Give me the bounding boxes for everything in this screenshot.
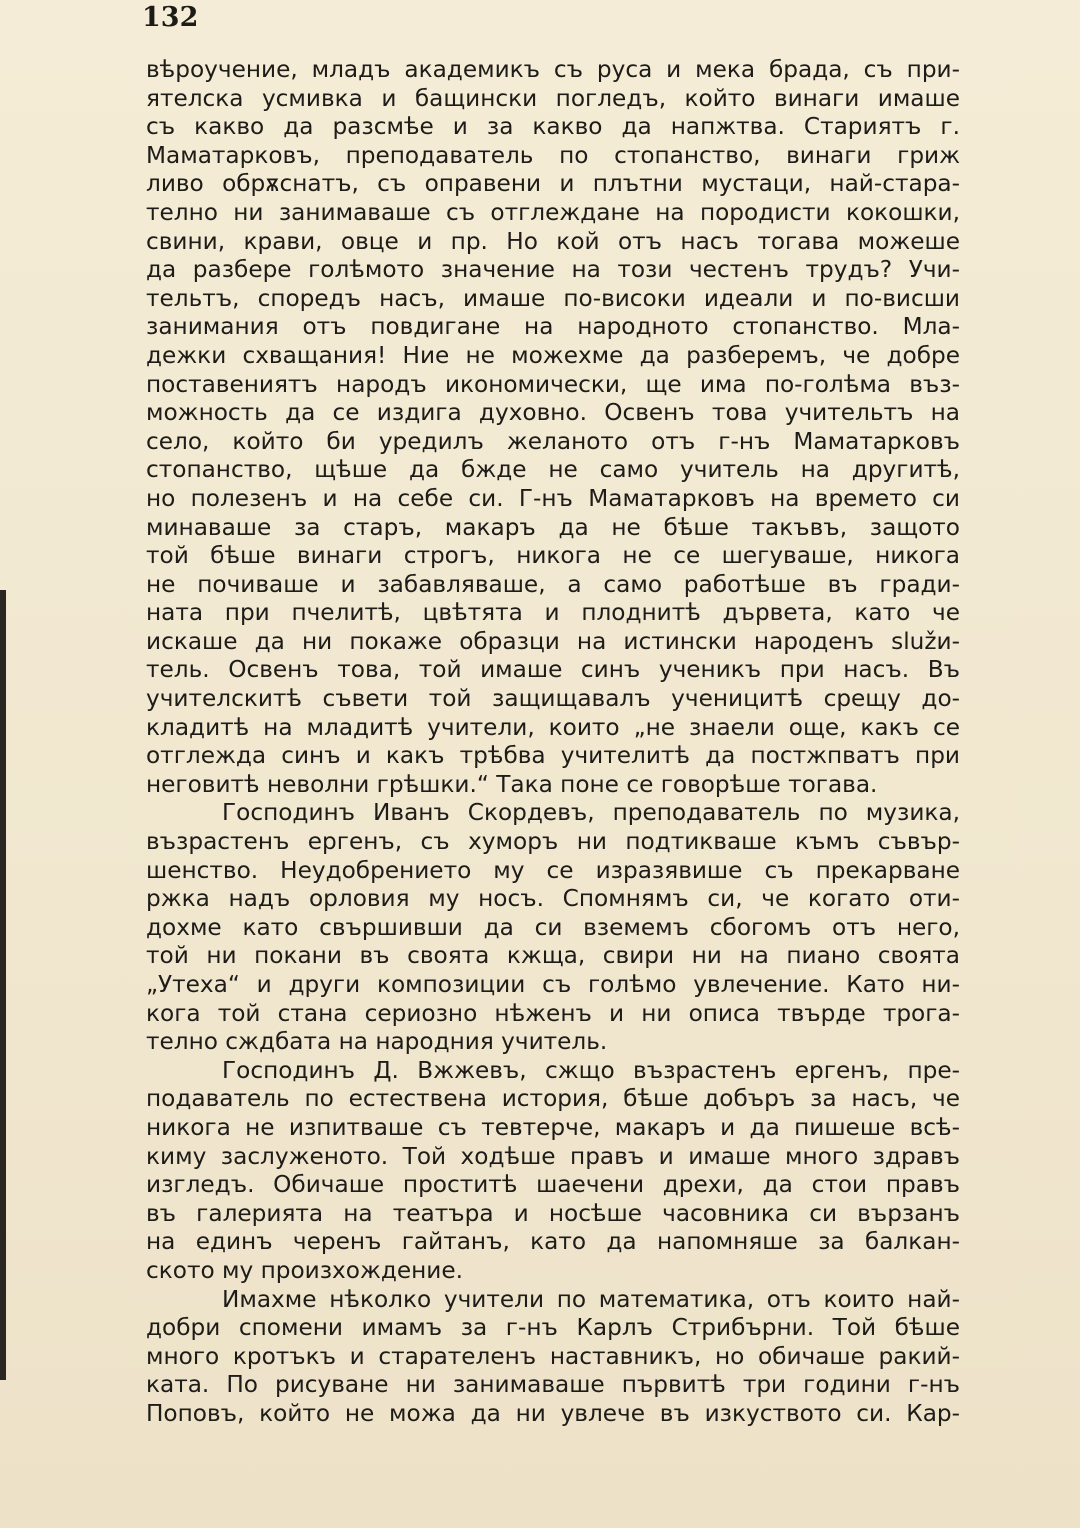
text-line: можность да се издига духовно. Освенъ това учительтъ на [146,399,960,427]
text-line: Господинъ Д. Вжжевъ, сжщо възрастенъ ергенъ, пре- [222,1056,960,1084]
text-line: киму заслуженото. Той ходѣше правъ и имаше много здравъ [146,1142,960,1170]
text-line: Маматарковъ, преподаватель по стопанство, винаги гриж [146,141,960,169]
text-line: неговитѣ неволни грѣшки.“ Така поне се говорѣше тогава. [146,770,878,798]
text-line: кладитѣ на младитѣ учители, които „не знаели още, какъ се [146,713,960,741]
text-line: въ галерията на театъра и носѣше часовника си вързанъ [146,1199,960,1227]
text-line: изгледъ. Обичаше проститѣ шаечени дрехи, да стои правъ [146,1171,960,1199]
text-line: кога той стана сериозно нѣженъ и ни описа твърде трога- [146,999,960,1027]
text-line: дохме като свършивши да си вземемъ сбогомъ отъ него, [146,913,960,941]
text-line: той бѣше винаги строгъ, никога не се шегуваше, никога [146,542,960,570]
text-line: той ни покани въ своята кжща, свири ни на пиано своята [146,942,960,970]
text-line: възрастенъ ергенъ, съ хуморъ ни подтикваше къмъ съвър- [146,828,960,856]
text-line: подаватель по естествена история, бѣше добъръ за насъ, че [146,1085,960,1113]
page-edge-shadow [0,590,6,1380]
text-line: да разбере голѣмото значение на този честенъ трудъ? Учи- [146,256,960,284]
text-line: но полезенъ и на себе си. Г-нъ Маматарковъ на времето си [146,484,960,512]
text-line: минаваше за старъ, макаръ да не бѣше такъвъ, защото [146,513,960,541]
text-line: искаше да ни покаже образци на истински народенъ služи- [146,627,960,655]
text-line: Поповъ, който не можа да ни увлече въ изкуството си. Кар- [146,1399,960,1427]
page-body-text [146,56,960,1429]
text-line: шенство. Неудобрението му се изразявише съ прекарване [146,856,960,884]
text-line: никога не изпитваше съ тевтерче, макаръ и да пишеше всѣ- [146,1113,960,1141]
paragraph [146,1286,960,1429]
text-line: вѣроучение, младъ академикъ съ руса и мека брада, съ при- [146,56,960,83]
paragraph [146,1057,960,1286]
text-line: не почиваше и забавляваше, а само работѣше въ гради- [146,570,960,598]
text-line: село, който би уредилъ желаното отъ г-нъ Маматарковъ [146,427,960,455]
page-number: 132 [142,2,199,33]
paragraph [146,56,960,799]
paragraph [146,799,960,1056]
text-line: Имахме нѣколко учители по математика, отъ които най- [222,1285,960,1313]
text-line: дежки схващания! Ние не можехме да разберемъ, че добре [146,341,960,369]
text-line: много кротъкъ и старателенъ наставникъ, но обичаше ракий- [146,1342,960,1370]
text-line: на единъ черенъ гайтанъ, като да напомняше за балкан- [146,1228,960,1256]
text-line: учителскитѣ съвети той защищавалъ ученицитѣ срещу до- [146,685,960,713]
text-line: ятелска усмивка и бащински погледъ, който винаги имаше [146,84,960,112]
text-line: ржка надъ орловия му носъ. Спомнямъ си, че когато оти- [146,885,960,913]
text-line: „Утеха“ и други композиции съ голѣмо увлечение. Като ни- [146,971,960,998]
text-line: Господинъ Иванъ Скордевъ, преподаватель по музика, [222,799,960,827]
text-line: ката. По рисуване ни занимаваше първитѣ три години г-нъ [146,1371,960,1399]
text-line: свини, крави, овце и пр. Но кой отъ насъ тогава можеше [146,227,960,255]
text-line: тель. Освенъ това, той имаше синъ ученикъ при насъ. Въ [146,656,960,684]
text-line: ната при пчелитѣ, цвѣтята и плоднитѣ дървета, като че [146,599,960,627]
text-line: занимания отъ повдигане на народното стопанство. Мла- [146,313,960,341]
text-line: стопанство, щѣше да бжде не само учитель на другитѣ, [146,456,960,484]
text-line: ливо обрѫснатъ, съ оправени и плътни мустаци, най-стара- [146,170,960,198]
text-line: отглежда синъ и какъ трѣбва учителитѣ да постжпватъ при [146,742,960,770]
text-line: тельтъ, споредъ насъ, имаше по-високи идеали и по-висши [146,284,960,312]
text-line: телно ни занимаваше съ отглеждане на породисти кокошки, [146,198,960,226]
text-line: поставениятъ народъ икономически, ще има по-голѣма въз- [146,370,960,398]
text-line: ското му произхождение. [146,1256,464,1284]
text-line: съ какво да разсмѣе и за какво да напжтва. Стариятъ г. [146,113,960,141]
text-line: добри спомени имамъ за г-нъ Карлъ Стрибърни. Той бѣше [146,1314,960,1342]
text-line: телно сждбата на народния учитель. [146,1028,608,1056]
